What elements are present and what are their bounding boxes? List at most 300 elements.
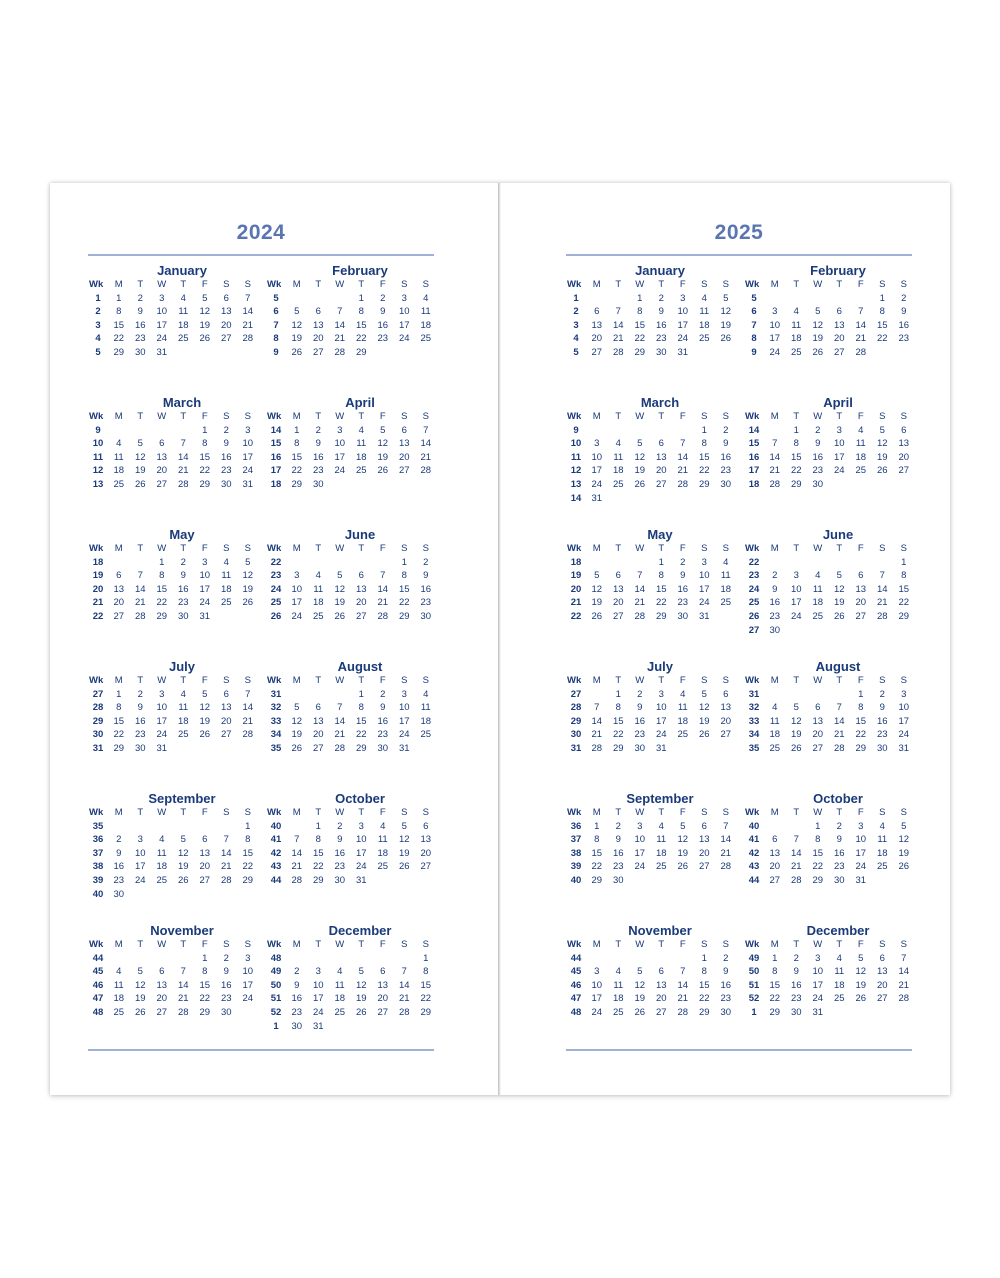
- day-cell: 11: [356, 438, 367, 450]
- week-number: 24: [748, 583, 760, 595]
- weekday-header: T: [315, 279, 322, 290]
- week-number: 26: [748, 610, 760, 622]
- empty-cell: [108, 952, 130, 966]
- day-cell: 11: [677, 702, 688, 714]
- day-cell: 29: [355, 742, 367, 754]
- day-cell: 26: [242, 597, 254, 609]
- week-number: 17: [748, 465, 760, 477]
- weekday-header: F: [857, 543, 864, 554]
- day-cell: 30: [720, 478, 732, 490]
- day-cell: 1: [815, 820, 821, 832]
- empty-cell: [351, 556, 373, 570]
- week-number: 34: [748, 729, 760, 741]
- day-cell: 10: [833, 438, 845, 450]
- day-cell: 26: [698, 729, 710, 741]
- week-number: 18: [92, 556, 104, 568]
- day-cell: 18: [177, 715, 189, 727]
- weekday-header: M: [592, 939, 601, 950]
- day-cell: 16: [833, 847, 845, 859]
- week-number: 22: [270, 556, 282, 568]
- day-cell: 12: [698, 702, 710, 714]
- day-cell: 15: [242, 847, 254, 859]
- month-day-grid: [88, 806, 256, 901]
- empty-cell: [608, 292, 630, 306]
- day-cell: 1: [901, 556, 907, 568]
- day-cell: 8: [401, 570, 407, 582]
- day-cell: 29: [355, 346, 367, 358]
- day-cell: 16: [420, 583, 432, 595]
- day-cell: 21: [876, 597, 888, 609]
- day-cell: 18: [113, 993, 125, 1005]
- week-number: 5: [573, 346, 579, 358]
- weekday-header: T: [836, 675, 843, 686]
- empty-cell: [850, 556, 872, 570]
- day-cell: 11: [420, 702, 431, 714]
- weekday-header: M: [592, 411, 601, 422]
- day-cell: 13: [720, 702, 732, 714]
- empty-cell: [872, 556, 894, 570]
- day-cell: 8: [701, 438, 707, 450]
- day-cell: 22: [199, 465, 211, 477]
- day-cell: 16: [812, 451, 824, 463]
- day-cell: 17: [334, 451, 346, 463]
- month-december: [744, 923, 912, 1055]
- empty-cell: [130, 952, 152, 966]
- empty-cell: [216, 742, 238, 756]
- empty-cell: [394, 346, 416, 360]
- day-cell: 12: [291, 319, 303, 331]
- week-number: 46: [570, 979, 582, 991]
- weekday-header: T: [836, 939, 843, 950]
- day-cell: 23: [790, 993, 802, 1005]
- empty-cell: [329, 556, 351, 570]
- day-cell: 4: [380, 820, 386, 832]
- empty-cell: [286, 820, 308, 834]
- weekday-header: S: [879, 939, 886, 950]
- day-cell: 12: [355, 979, 367, 991]
- empty-cell: [829, 478, 851, 492]
- day-cell: 3: [358, 820, 364, 832]
- empty-cell: [151, 888, 173, 902]
- day-cell: 26: [355, 1006, 367, 1018]
- day-cell: 12: [134, 979, 146, 991]
- day-cell: 9: [772, 583, 778, 595]
- day-cell: 18: [790, 333, 802, 345]
- day-cell: 18: [612, 993, 624, 1005]
- week-number: 27: [92, 688, 104, 700]
- top-rule: [88, 254, 434, 256]
- day-cell: 31: [156, 346, 168, 358]
- day-cell: 5: [180, 834, 186, 846]
- weekday-header: F: [857, 939, 864, 950]
- day-cell: 5: [723, 292, 729, 304]
- day-cell: 1: [401, 556, 407, 568]
- week-number: 16: [270, 451, 282, 463]
- day-cell: 7: [380, 570, 386, 582]
- week-number: 22: [748, 556, 760, 568]
- weekday-header: T: [358, 939, 365, 950]
- week-number: 48: [270, 952, 282, 964]
- day-cell: 7: [793, 834, 799, 846]
- day-cell: 9: [815, 438, 821, 450]
- day-cell: 11: [720, 570, 731, 582]
- day-cell: 31: [156, 742, 168, 754]
- empty-cell: [786, 292, 808, 306]
- day-cell: 19: [677, 847, 689, 859]
- day-cell: 30: [377, 742, 389, 754]
- day-cell: 26: [855, 993, 867, 1005]
- empty-cell: [351, 478, 373, 492]
- weekday-header: W: [635, 543, 645, 554]
- week-number: 4: [573, 333, 579, 345]
- day-cell: 14: [220, 847, 232, 859]
- empty-cell: [586, 292, 608, 306]
- day-cell: 19: [698, 715, 710, 727]
- empty-cell: [173, 424, 195, 438]
- day-cell: 30: [220, 478, 232, 490]
- week-number: 40: [748, 820, 760, 832]
- day-cell: 19: [291, 729, 303, 741]
- week-number: 30: [92, 729, 104, 741]
- day-cell: 11: [877, 834, 888, 846]
- weekday-header: T: [615, 543, 622, 554]
- day-cell: 19: [334, 597, 346, 609]
- weekday-header: T: [315, 411, 322, 422]
- empty-cell: [764, 820, 786, 834]
- empty-cell: [173, 952, 195, 966]
- day-cell: 26: [291, 346, 303, 358]
- day-cell: 21: [591, 729, 603, 741]
- month-day-grid: [266, 542, 434, 624]
- day-cell: 19: [720, 319, 732, 331]
- weekday-header: T: [180, 543, 187, 554]
- day-cell: 18: [377, 847, 389, 859]
- week-number: 16: [748, 451, 760, 463]
- months-grid: [88, 263, 434, 1055]
- empty-cell: [672, 424, 694, 438]
- day-cell: 16: [769, 597, 781, 609]
- day-cell: 21: [790, 861, 802, 873]
- day-cell: 23: [720, 993, 732, 1005]
- empty-cell: [715, 874, 737, 888]
- day-cell: 1: [594, 820, 600, 832]
- empty-cell: [608, 556, 630, 570]
- day-cell: 4: [680, 688, 686, 700]
- day-cell: 25: [177, 333, 189, 345]
- empty-cell: [608, 424, 630, 438]
- day-cell: 9: [879, 702, 885, 714]
- day-cell: 10: [898, 702, 910, 714]
- empty-cell: [715, 610, 737, 624]
- month-name: April: [345, 395, 375, 410]
- day-cell: 9: [836, 834, 842, 846]
- empty-cell: [829, 624, 851, 638]
- week-header: Wk: [567, 411, 582, 422]
- week-number: 38: [92, 861, 104, 873]
- day-cell: 23: [720, 465, 732, 477]
- day-cell: 18: [677, 715, 689, 727]
- day-cell: 1: [245, 820, 251, 832]
- week-number: 19: [92, 570, 104, 582]
- day-cell: 7: [680, 438, 686, 450]
- day-cell: 15: [612, 715, 624, 727]
- empty-cell: [329, 1020, 351, 1034]
- day-cell: 5: [594, 570, 600, 582]
- day-cell: 16: [291, 993, 303, 1005]
- day-cell: 30: [677, 610, 689, 622]
- day-cell: 17: [199, 583, 211, 595]
- day-cell: 24: [334, 465, 346, 477]
- day-cell: 14: [134, 583, 146, 595]
- empty-cell: [372, 874, 394, 888]
- day-cell: 20: [698, 847, 710, 859]
- day-cell: 25: [720, 597, 732, 609]
- week-header: Wk: [745, 279, 760, 290]
- day-cell: 27: [312, 742, 324, 754]
- day-cell: 28: [134, 610, 146, 622]
- day-cell: 11: [769, 715, 780, 727]
- day-cell: 4: [337, 966, 343, 978]
- day-cell: 9: [723, 438, 729, 450]
- day-cell: 5: [380, 424, 386, 436]
- day-cell: 12: [855, 966, 867, 978]
- empty-cell: [286, 292, 308, 306]
- day-cell: 9: [337, 834, 343, 846]
- empty-cell: [872, 346, 894, 360]
- day-cell: 5: [401, 820, 407, 832]
- weekday-header: S: [244, 543, 251, 554]
- day-cell: 16: [177, 583, 189, 595]
- day-cell: 27: [812, 742, 824, 754]
- day-cell: 25: [790, 346, 802, 358]
- day-cell: 14: [677, 979, 689, 991]
- day-cell: 19: [377, 451, 389, 463]
- day-cell: 4: [701, 292, 707, 304]
- month-name: May: [647, 527, 673, 542]
- week-header: Wk: [567, 675, 582, 686]
- week-number: 49: [748, 952, 760, 964]
- day-cell: 19: [812, 333, 824, 345]
- day-cell: 17: [812, 979, 824, 991]
- month-name: October: [335, 791, 385, 806]
- week-number: 35: [748, 742, 760, 754]
- weekday-header: W: [335, 543, 345, 554]
- day-cell: 23: [420, 597, 432, 609]
- day-cell: 23: [677, 597, 689, 609]
- empty-cell: [394, 952, 416, 966]
- day-cell: 31: [199, 610, 211, 622]
- day-cell: 7: [337, 702, 343, 714]
- day-cell: 6: [358, 570, 364, 582]
- week-number: 45: [92, 966, 104, 978]
- empty-cell: [237, 742, 259, 756]
- empty-cell: [415, 1020, 437, 1034]
- week-number: 28: [92, 702, 104, 714]
- week-number: 25: [270, 597, 282, 609]
- week-number: 15: [748, 438, 760, 450]
- day-cell: 2: [772, 570, 778, 582]
- empty-cell: [151, 424, 173, 438]
- empty-cell: [394, 478, 416, 492]
- day-cell: 14: [177, 979, 189, 991]
- weekday-header: T: [658, 807, 665, 818]
- weekday-header: T: [137, 675, 144, 686]
- week-number: 14: [570, 492, 582, 504]
- day-cell: 12: [790, 715, 802, 727]
- month-april: [266, 395, 434, 527]
- day-cell: 11: [313, 583, 324, 595]
- day-cell: 23: [134, 333, 146, 345]
- day-cell: 12: [677, 834, 689, 846]
- empty-cell: [651, 492, 673, 506]
- day-cell: 17: [398, 319, 410, 331]
- day-cell: 26: [677, 861, 689, 873]
- day-cell: 27: [312, 346, 324, 358]
- weekday-header: T: [793, 939, 800, 950]
- empty-cell: [415, 478, 437, 492]
- weekday-header: S: [422, 807, 429, 818]
- day-cell: 22: [113, 729, 125, 741]
- weekday-header: F: [379, 675, 386, 686]
- weekday-header: S: [244, 939, 251, 950]
- week-number: 46: [92, 979, 104, 991]
- day-cell: 14: [634, 583, 646, 595]
- weekday-header: F: [379, 939, 386, 950]
- day-cell: 27: [698, 861, 710, 873]
- empty-cell: [237, 888, 259, 902]
- day-cell: 10: [655, 702, 667, 714]
- weekday-header: T: [180, 411, 187, 422]
- day-cell: 10: [398, 306, 410, 318]
- day-cell: 12: [398, 834, 410, 846]
- empty-cell: [807, 292, 829, 306]
- empty-cell: [672, 874, 694, 888]
- empty-cell: [694, 346, 716, 360]
- day-cell: 20: [113, 597, 125, 609]
- empty-cell: [715, 346, 737, 360]
- month-day-grid: [744, 542, 912, 637]
- day-cell: 22: [355, 729, 367, 741]
- weekday-header: S: [879, 807, 886, 818]
- day-cell: 4: [858, 424, 864, 436]
- month-day-grid: [88, 674, 256, 756]
- empty-cell: [372, 1020, 394, 1034]
- day-cell: 15: [698, 979, 710, 991]
- weekday-header: M: [770, 807, 779, 818]
- day-cell: 7: [223, 834, 229, 846]
- month-name: November: [628, 923, 692, 938]
- day-cell: 1: [358, 292, 364, 304]
- day-cell: 14: [612, 319, 624, 331]
- empty-cell: [850, 1006, 872, 1020]
- day-cell: 9: [223, 966, 229, 978]
- day-cell: 13: [398, 438, 410, 450]
- empty-cell: [694, 874, 716, 888]
- day-cell: 14: [833, 715, 845, 727]
- day-cell: 7: [401, 966, 407, 978]
- day-cell: 6: [202, 834, 208, 846]
- day-cell: 26: [634, 478, 646, 490]
- day-cell: 7: [180, 438, 186, 450]
- day-cell: 18: [612, 465, 624, 477]
- weekday-header: S: [701, 807, 708, 818]
- month-day-grid: [266, 938, 434, 1033]
- day-cell: 20: [591, 333, 603, 345]
- week-number: 19: [570, 570, 582, 582]
- day-cell: 31: [242, 478, 254, 490]
- day-cell: 7: [245, 292, 251, 304]
- day-cell: 22: [355, 333, 367, 345]
- day-cell: 28: [291, 874, 303, 886]
- empty-cell: [351, 1020, 373, 1034]
- week-header: Wk: [567, 939, 582, 950]
- week-header: Wk: [267, 279, 282, 290]
- day-cell: 12: [591, 583, 603, 595]
- day-cell: 24: [698, 597, 710, 609]
- day-cell: 1: [358, 688, 364, 700]
- empty-cell: [872, 874, 894, 888]
- empty-cell: [786, 820, 808, 834]
- day-cell: 2: [223, 952, 229, 964]
- day-cell: 24: [199, 597, 211, 609]
- day-cell: 29: [855, 742, 867, 754]
- empty-cell: [173, 820, 195, 834]
- empty-cell: [237, 1006, 259, 1020]
- day-cell: 23: [876, 729, 888, 741]
- empty-cell: [872, 478, 894, 492]
- months-grid: [566, 263, 912, 1055]
- day-cell: 30: [812, 478, 824, 490]
- day-cell: 3: [836, 424, 842, 436]
- day-cell: 28: [334, 346, 346, 358]
- week-header: Wk: [267, 807, 282, 818]
- week-number: 1: [751, 1006, 757, 1018]
- day-cell: 27: [655, 1006, 667, 1018]
- empty-cell: [893, 624, 915, 638]
- day-cell: 22: [242, 861, 254, 873]
- day-cell: 18: [156, 861, 168, 873]
- day-cell: 24: [591, 478, 603, 490]
- day-cell: 6: [836, 306, 842, 318]
- day-cell: 28: [720, 861, 732, 873]
- weekday-header: T: [358, 279, 365, 290]
- day-cell: 24: [156, 333, 168, 345]
- day-cell: 26: [134, 478, 146, 490]
- day-cell: 9: [658, 306, 664, 318]
- day-cell: 21: [220, 861, 232, 873]
- week-number: 25: [748, 597, 760, 609]
- day-cell: 27: [199, 874, 211, 886]
- day-cell: 4: [815, 570, 821, 582]
- day-cell: 13: [377, 979, 389, 991]
- weekday-header: S: [401, 807, 408, 818]
- empty-cell: [372, 346, 394, 360]
- week-number: 26: [270, 610, 282, 622]
- day-cell: 19: [199, 715, 211, 727]
- day-cell: 13: [199, 847, 211, 859]
- week-number: 50: [748, 966, 760, 978]
- day-cell: 27: [377, 1006, 389, 1018]
- day-cell: 4: [423, 688, 429, 700]
- day-cell: 2: [615, 820, 621, 832]
- weekday-header: W: [157, 675, 167, 686]
- empty-cell: [308, 292, 330, 306]
- day-cell: 18: [855, 451, 867, 463]
- day-cell: 20: [220, 319, 232, 331]
- weekday-header: T: [315, 939, 322, 950]
- weekday-header: S: [223, 279, 230, 290]
- weekday-header: W: [813, 411, 823, 422]
